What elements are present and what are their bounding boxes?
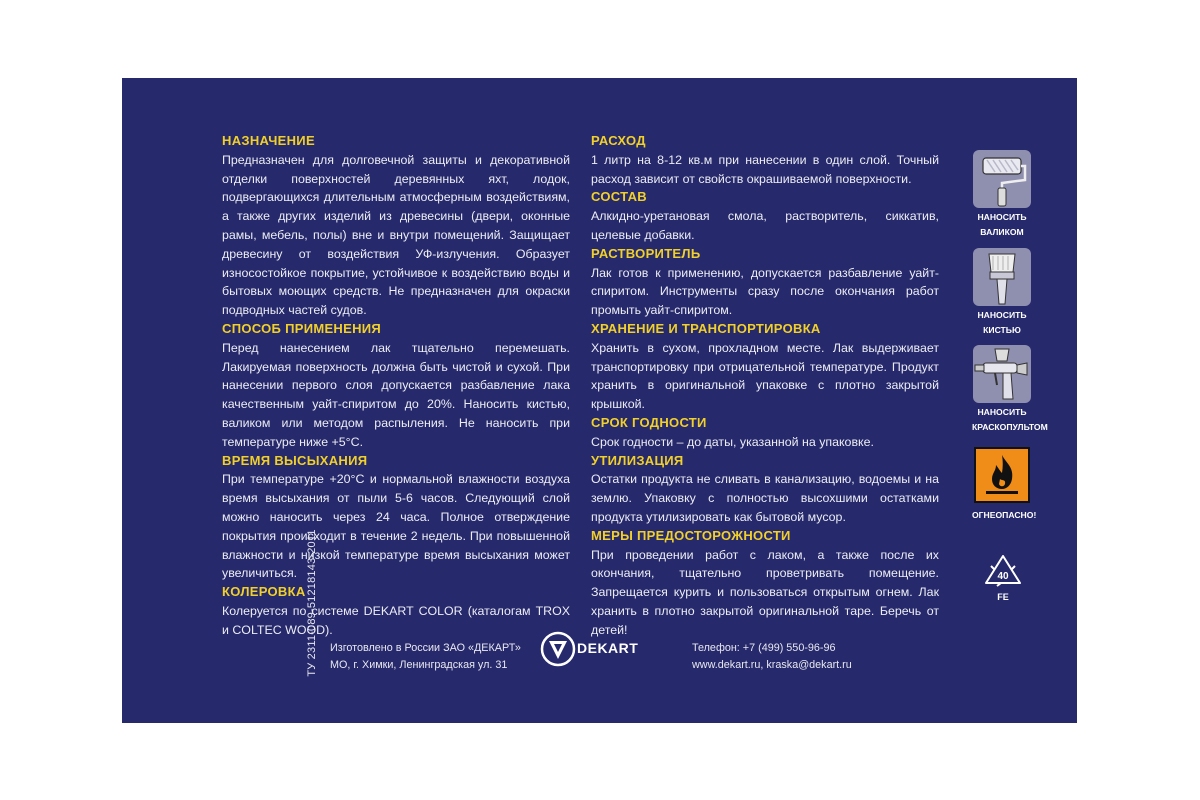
section-title: УТИЛИЗАЦИЯ bbox=[591, 452, 684, 468]
logo-text: DEKART bbox=[577, 640, 639, 656]
flammable-icon bbox=[974, 447, 1030, 503]
section-title: РАСТВОРИТЕЛЬ bbox=[591, 245, 701, 261]
contact-info bbox=[692, 640, 852, 674]
brush-icon bbox=[973, 248, 1031, 306]
section-shelf-life bbox=[591, 414, 939, 452]
section-title: МЕРЫ ПРЕДОСТОРОЖНОСТИ bbox=[591, 527, 791, 543]
section-solvent bbox=[591, 245, 939, 320]
section-title: ВРЕМЯ ВЫСЫХАНИЯ bbox=[222, 452, 368, 468]
roller-icon bbox=[973, 150, 1031, 208]
section-title: РАСХОД bbox=[591, 133, 646, 148]
web-text: www.dekart.ru, kraska@dekart.ru bbox=[692, 659, 852, 671]
spray-gun-item bbox=[972, 345, 1048, 432]
section-purpose bbox=[222, 132, 570, 320]
icon-caption-line-1: НАНОСИТЬ bbox=[977, 407, 1027, 417]
section-storage bbox=[591, 320, 939, 414]
address-text: МО, г. Химки, Ленинградская ул. 31 bbox=[330, 659, 508, 671]
brush-item bbox=[972, 248, 1032, 335]
section-precautions bbox=[591, 527, 939, 640]
section-text: Срок годности – до даты, указанной на упаковке. bbox=[591, 434, 874, 449]
icon-caption-line-1: НАНОСИТЬ bbox=[977, 310, 1027, 320]
section-consumption bbox=[591, 132, 939, 188]
icon-caption-line-1: НАНОСИТЬ bbox=[977, 212, 1027, 222]
recycle-icon bbox=[982, 553, 1024, 587]
section-text: При проведении работ с лаком, а также после их окончания, тщательно проветривать помещение. Запрещается курить и пользоваться открытым огнем. Лак хранить в плотно закрытой оригинальной таре. Беречь от детей! bbox=[591, 547, 939, 637]
roller-item bbox=[972, 150, 1032, 237]
logo-emblem-icon bbox=[540, 631, 576, 667]
section-title: СОСТАВ bbox=[591, 189, 647, 205]
section-text: При температуре +20°С и нормальной влажности воздуха время высыхания от пыли 5-6 часов. Следующий слой можно наносить через 24 часа. Полное отверждение покрытия происходит в течение 2 недель. При повышенной влажности и низкой температуре время высыхания может увеличиться. bbox=[222, 472, 570, 581]
manufacturer-info bbox=[330, 640, 521, 674]
mid-column bbox=[591, 132, 939, 640]
section-text: 1 литр на 8-12 кв.м при нанесении в один слой. Точный расход зависит от свойств окрашиваемой поверхности. bbox=[591, 152, 939, 186]
phone-text: Телефон: +7 (499) 550-96-96 bbox=[692, 642, 836, 654]
left-column bbox=[222, 132, 570, 640]
section-title: НАЗНАЧЕНИЕ bbox=[222, 133, 315, 148]
section-text: Колеруется по системе DEKART COLOR (каталогам TROX и COLTEC WOOD). bbox=[222, 603, 570, 637]
recycle-number: 40 bbox=[997, 571, 1009, 582]
icon-caption-line-2: ВАЛИКОМ bbox=[980, 226, 1024, 237]
made-in-text: Изготовлено в России ЗАО «ДЕКАРТ» bbox=[330, 642, 521, 654]
recycle-mark bbox=[982, 553, 1024, 602]
section-composition bbox=[591, 188, 939, 244]
flammable-item bbox=[972, 447, 1037, 521]
section-disposal bbox=[591, 452, 939, 527]
product-label bbox=[122, 78, 1077, 723]
spec-code: ТУ 2311-089-51218143-2011 bbox=[306, 529, 318, 677]
section-title: СПОСОБ ПРИМЕНЕНИЯ bbox=[222, 320, 382, 336]
recycle-code: FE bbox=[997, 592, 1009, 602]
section-text: Остатки продукта не сливать в канализацию, водоемы и на землю. Упаковку с полностью высохшими остатками продукта утилизировать как бытовой мусор. bbox=[591, 472, 939, 524]
icon-caption-line-2: КРАСКОПУЛЬТОМ bbox=[972, 421, 1048, 432]
section-text: Предназначен для долговечной защиты и декоративной отделки поверхностей деревянных яхт, лодок, подвергающихся длительным атмосферным воздействиям, а также других изделий из древесины (двери, оконные рамы, мебель, полы) вне и внутри помещений. Защищает древесину от воздействия УФ-излучения. Образует износостойкое покрытие, устойчивое к воздействию воды и бытовых моющих средств. Не предназначен для окраски подводных частей судов. bbox=[222, 152, 570, 318]
dekart-logo bbox=[540, 631, 658, 671]
section-drying-time bbox=[222, 452, 570, 584]
section-title: СРОК ГОДНОСТИ bbox=[591, 414, 707, 430]
icon-caption-line-2: КИСТЬЮ bbox=[983, 324, 1021, 335]
spray-gun-icon bbox=[973, 345, 1031, 403]
section-text: Перед нанесением лак тщательно перемешать. Лакируемая поверхность должна быть чистой и сухой. При нанесении первого слоя допускается разбавление лака качественным уайт-спиритом до 20%. Наносить кистью, валиком или методом распыления. Не наносить при температуре ниже +5°С. bbox=[222, 340, 570, 449]
section-text: Лак готов к применению, допускается разбавление уайт-спиритом. Инструменты сразу после окончания работ промыть уайт-спиритом. bbox=[591, 265, 939, 318]
section-text: Хранить в сухом, прохладном месте. Лак выдерживает транспортировку при отрицательной температуре. Продукт хранить в оригинальной упаковке с плотно закрытой крышкой. bbox=[591, 340, 939, 412]
section-title: ХРАНЕНИЕ И ТРАНСПОРТИРОВКА bbox=[591, 320, 821, 336]
icon-caption-line-1: ОГНЕОПАСНО! bbox=[972, 510, 1037, 520]
section-tinting bbox=[222, 583, 570, 639]
section-application bbox=[222, 320, 570, 452]
section-text: Алкидно-уретановая смола, растворитель, сиккатив, целевые добавки. bbox=[591, 209, 939, 242]
section-title: КОЛЕРОВКА bbox=[222, 584, 306, 600]
